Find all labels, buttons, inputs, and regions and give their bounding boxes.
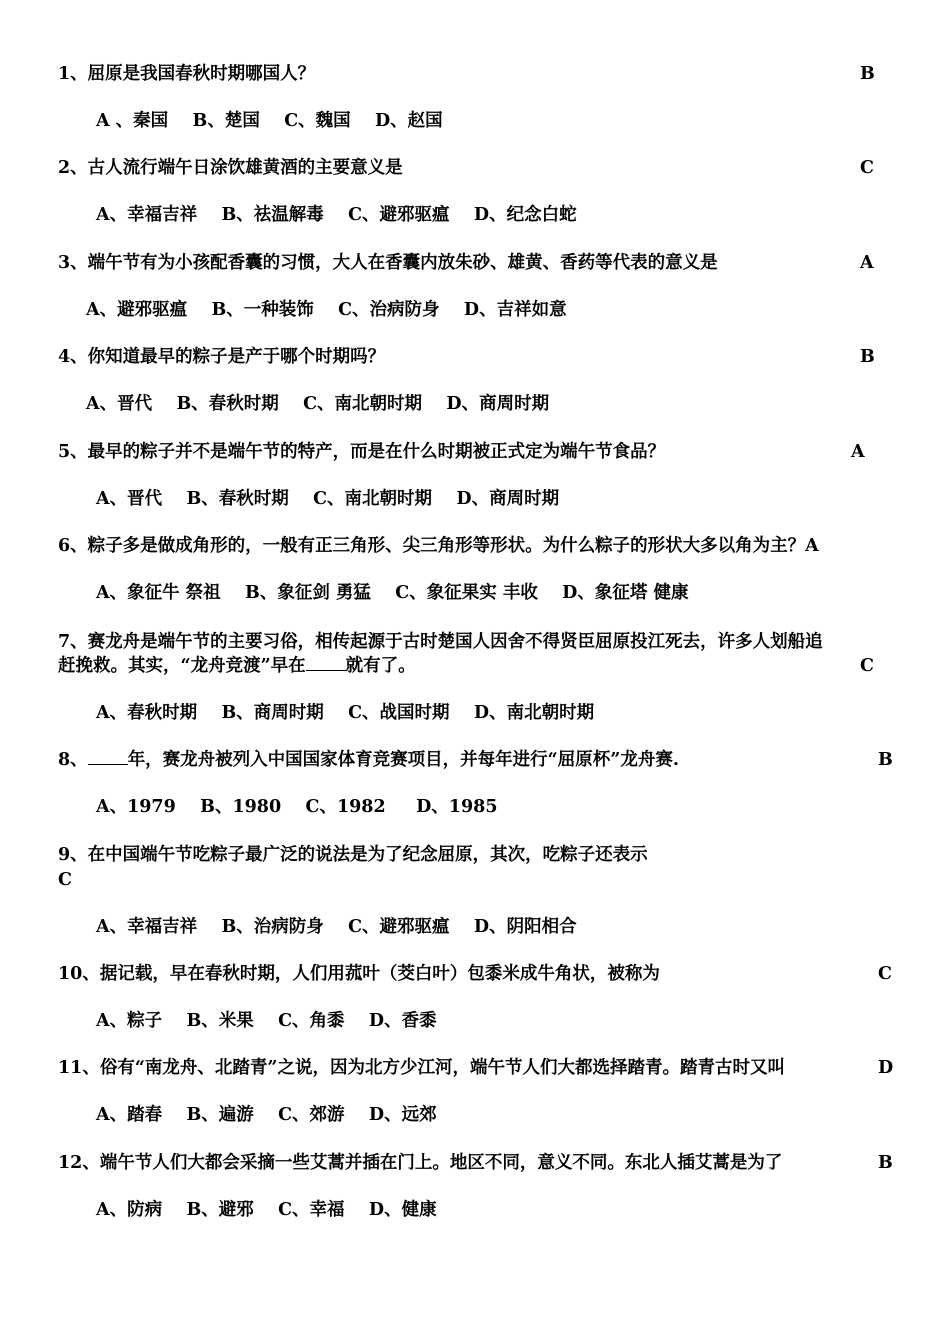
question-7-line-1: 7、赛龙舟是端午节的主要习俗，相传起源于古时楚国人因舍不得贤臣屈原投江死去，许多人划船追: [58, 632, 823, 652]
answer-4: B: [860, 347, 875, 367]
question-5: 5、最早的粽子并不是端午节的特产，而是在什么时期被正式定为端午节食品？: [58, 442, 666, 462]
options-7: A、春秋时期 B、商周时期 C、战国时期 D、南北朝时期: [96, 703, 595, 723]
answer-5: A: [851, 442, 865, 462]
answer-7: C: [860, 656, 874, 676]
answer-11: D: [878, 1058, 894, 1078]
question-8: [58, 748, 679, 772]
options-3: A、避邪驱瘟 B、一种装饰 C、治病防身 D、吉祥如意: [86, 300, 567, 320]
answer-9: C: [58, 870, 72, 890]
question-11: 11、俗有“南龙舟、北踏青”之说，因为北方少江河，端午节人们大都选择踏青。踏青古时又叫: [58, 1058, 785, 1078]
question-8-number: 8、: [58, 750, 88, 770]
question-7-line-2: [58, 654, 416, 678]
question-12: 12、端午节人们大都会采摘一些艾蒿并插在门上。地区不同，意义不同。东北人插艾蒿是为了: [58, 1153, 783, 1173]
options-1: A 、秦国 B、楚国 C、魏国 D、赵国: [96, 111, 443, 131]
question-7-text-before-blank: 赶挽救。其实，“龙舟竞渡”早在: [58, 656, 306, 676]
question-7-text-after-blank: 就有了。: [345, 656, 416, 676]
options-8: A、1979 B、1980 C、1982 D、1985: [96, 797, 498, 817]
options-11: A、踏春 B、遍游 C、郊游 D、远郊: [96, 1105, 437, 1125]
answer-2: C: [860, 158, 874, 178]
fill-in-blank: [306, 656, 346, 671]
answer-10: C: [878, 964, 892, 984]
options-4: A、晋代 B、春秋时期 C、南北朝时期 D、商周时期: [86, 394, 550, 414]
question-2: 2、古人流行端午日涂饮雄黄酒的主要意义是: [58, 158, 403, 178]
question-10: 10、据记载，早在春秋时期，人们用菰叶（茭白叶）包黍米成牛角状，被称为: [58, 964, 660, 984]
options-12: A、防病 B、避邪 C、幸福 D、健康: [96, 1200, 437, 1220]
question-8-text: 年，赛龙舟被列入中国国家体育竞赛项目，并每年进行“屈原杯”龙舟赛.: [127, 750, 679, 770]
question-3: 3、端午节有为小孩配香囊的习惯，大人在香囊内放朱砂、雄黄、香药等代表的意义是: [58, 253, 718, 273]
options-10: A、粽子 B、米果 C、角黍 D、香黍: [96, 1011, 437, 1031]
fill-in-blank: [88, 750, 128, 765]
options-5: A、晋代 B、春秋时期 C、南北朝时期 D、商周时期: [96, 489, 560, 509]
answer-1: B: [860, 64, 875, 84]
question-1: 1、屈原是我国春秋时期哪国人？: [58, 64, 316, 84]
options-6: A、象征牛 祭祖 B、象征剑 勇猛 C、象征果实 丰收 D、象征塔 健康: [96, 583, 689, 603]
answer-3: A: [860, 253, 874, 273]
answer-8: B: [878, 750, 893, 770]
answer-12: B: [878, 1153, 893, 1173]
options-9: A、幸福吉祥 B、治病防身 C、避邪驱瘟 D、阴阳相合: [96, 917, 577, 937]
question-9: 9、在中国端午节吃粽子最广泛的说法是为了纪念屈原，其次，吃粽子还表示: [58, 845, 648, 865]
question-4: 4、你知道最早的粽子是产于哪个时期吗？: [58, 347, 386, 367]
options-2: A、幸福吉祥 B、祛温解毒 C、避邪驱瘟 D、纪念白蛇: [96, 205, 577, 225]
question-6: 6、粽子多是做成角形的，一般有正三角形、尖三角形等形状。为什么粽子的形状大多以角为主？A: [58, 536, 819, 556]
